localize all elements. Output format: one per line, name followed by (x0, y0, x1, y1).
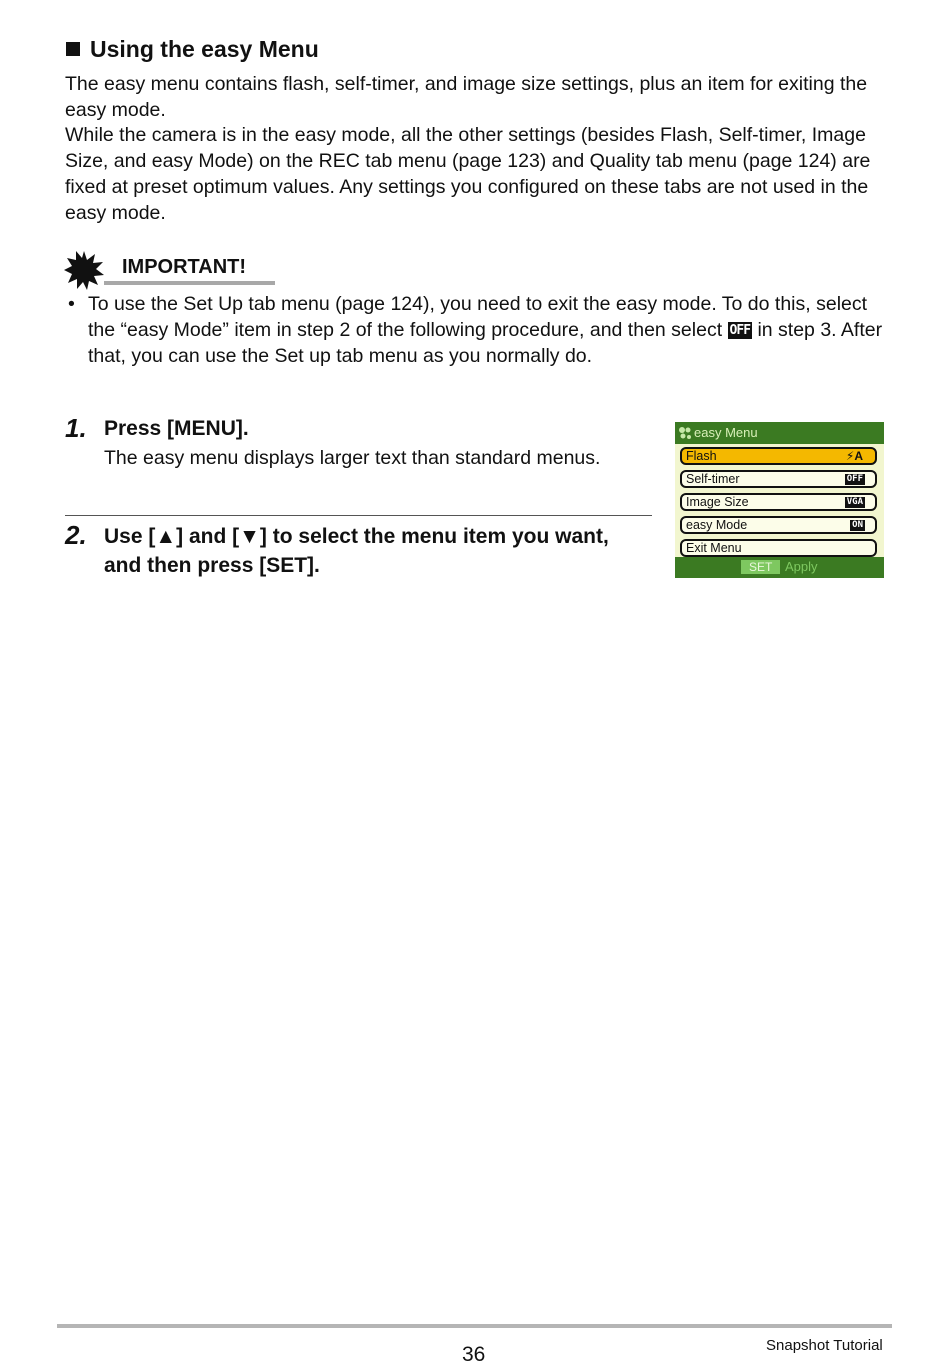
menu-item-flash[interactable] (680, 447, 877, 465)
section-title-text: Using the easy Menu (90, 36, 319, 62)
set-button-icon: SET (741, 560, 780, 574)
section-title (66, 36, 319, 63)
screen-title: easy Menu (694, 425, 758, 440)
off-value-icon: OFF (846, 474, 863, 484)
step-1-description: The easy menu displays larger text than standard menus. (104, 447, 601, 469)
step-divider (65, 515, 652, 516)
easy-menu-icon (677, 425, 693, 441)
important-note-text-1: To use the Set Up tab menu (page 124), you need to exit the easy mode. To do this, select the “easy Mode” item in step 2 of the following procedure, and then select (88, 293, 868, 341)
important-label: IMPORTANT! (122, 256, 247, 278)
footer-divider (57, 1324, 892, 1328)
screen-footer (675, 557, 884, 578)
important-burst-icon (64, 250, 104, 290)
step-1-title: Press [MENU]. (104, 417, 249, 440)
on-value-icon: ON (852, 520, 863, 530)
menu-item-label: easy Mode (686, 518, 748, 532)
menu-item-easy-mode[interactable] (680, 516, 877, 534)
screen-header (675, 422, 884, 444)
step-2-number: 2. (65, 520, 87, 550)
footer-section-name: Snapshot Tutorial (766, 1337, 883, 1354)
important-underline (104, 281, 275, 285)
off-icon: OFF (729, 323, 751, 338)
menu-item-image-size[interactable] (680, 493, 877, 511)
easy-menu-screenshot (675, 422, 884, 578)
menu-item-label: Exit Menu (686, 541, 742, 555)
flash-auto-icon: ⚡A (845, 449, 863, 463)
square-bullet-icon (66, 42, 80, 56)
step-1-number: 1. (65, 413, 87, 443)
menu-item-self-timer[interactable] (680, 470, 877, 488)
intro-paragraph: The easy menu contains flash, self-timer, and image size settings, plus an item for exiting the easy mode. (65, 73, 868, 121)
menu-item-exit-menu[interactable] (680, 539, 877, 557)
page-number: 36 (462, 1343, 486, 1366)
easy-mode-paragraph: While the camera is in the easy mode, all the other settings (besides Flash, Self-timer, Image Size, and easy Mode) on the REC tab menu (page 123) and Quality tab menu (page 124) are fixed at preset optimum values. Any settings you configured on these tabs are not used in the easy mode. (65, 124, 871, 224)
bullet-dot: • (68, 293, 75, 315)
menu-item-label: Self-timer (686, 472, 740, 486)
menu-item-label: Image Size (686, 495, 749, 509)
menu-item-label: Flash (686, 449, 717, 463)
apply-label: Apply (785, 559, 818, 574)
important-note-text-2: in step 3. After that, you can use the Set up tab menu as you normally do. (88, 319, 883, 367)
step-2-title: Use [▲] and [▼] to select the menu item you want, and then press [SET]. (104, 525, 609, 577)
vga-value-icon: VGA (846, 497, 863, 507)
important-note (88, 291, 888, 369)
